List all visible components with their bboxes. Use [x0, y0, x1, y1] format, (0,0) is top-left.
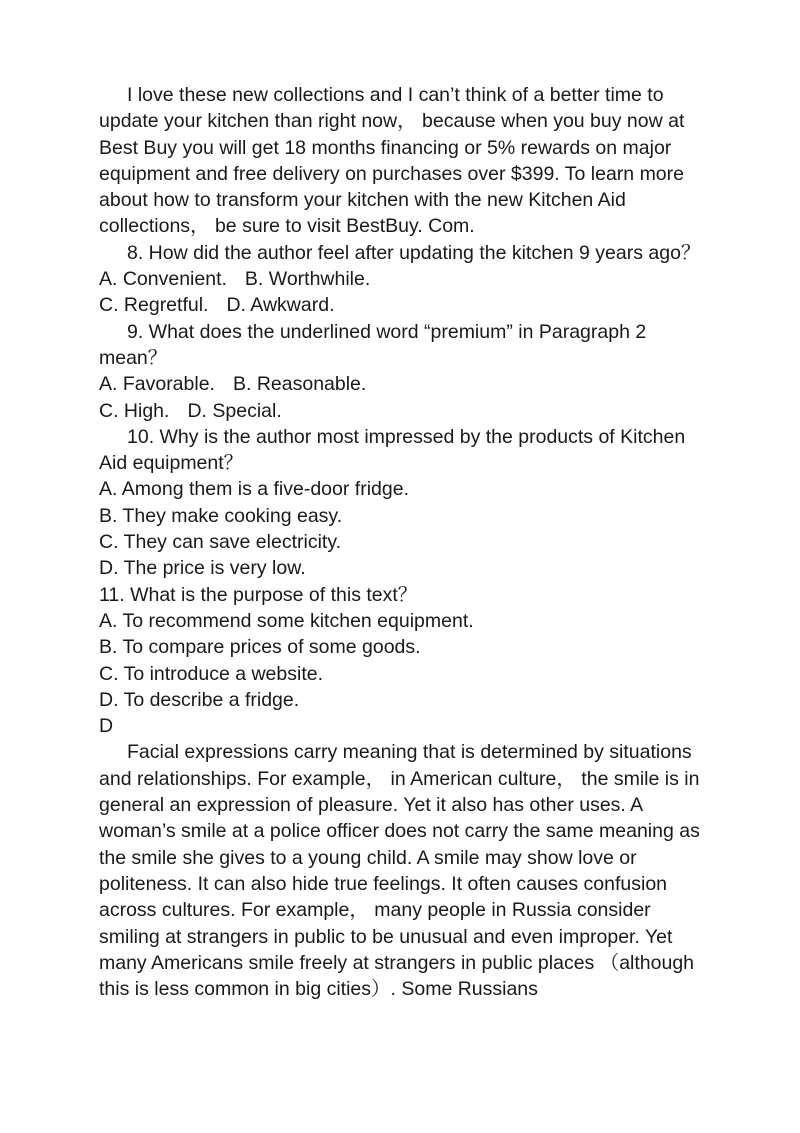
question-8-stem: 8. How did the author feel after updating the kitchen 9 years ago？ [127, 241, 701, 264]
question-11-option-a: A. To recommend some kitchen equipment. [99, 609, 474, 632]
question-9-option-b: B. Reasonable. [232, 373, 367, 396]
question-10-option-d: D. The price is very low. [99, 557, 306, 580]
question-10-stem: 10. Why is the author most impressed by the products of Kitchen Aid equipment？ [99, 425, 686, 475]
section-d-heading: D [99, 715, 114, 738]
question-9-stem: 9. What does the underlined word “premium” in Paragraph 2 mean？ [99, 320, 647, 369]
document-body [99, 82, 709, 1002]
question-10-option-b: B. They make cooking easy. [99, 504, 343, 527]
question-9-option-a: A. Favorable. [99, 373, 215, 396]
question-8-options-row-2 [99, 292, 709, 318]
question-11-option-b: B. To compare prices of some goods. [99, 636, 421, 659]
question-11-option-c: C. To introduce a website. [99, 662, 324, 685]
question-10-option-a: A. Among them is a five-door fridge. [99, 478, 409, 501]
question-9-option-d: D. Special. [187, 399, 282, 422]
question-9-option-c: C. High. [99, 399, 170, 422]
question-10-option-c: C. They can save electricity. [99, 531, 342, 554]
question-11-option-d: D. To describe a fridge. [99, 688, 300, 711]
question-8-option-b: B. Worthwhile. [244, 268, 371, 291]
question-11-stem: 11. What is the purpose of this text？ [99, 583, 418, 606]
passage-c-closing-paragraph: I love these new collections and I can’t think of a better time to update your kitchen than right now， because when you buy now at Best Buy you will get 18 months financing or 5% rewards on major equipment and free delivery on purchases over $399. To learn more about how to transform your kitchen with the new Kitchen Aid collections， be sure to visit BestBuy. Com. [99, 84, 685, 238]
question-8-option-a: A. Convenient. [99, 268, 227, 291]
question-9-options-row-2 [99, 398, 709, 424]
passage-d-opening-paragraph: Facial expressions carry meaning that is determined by situations and relationships. For example， in American culture， the smile is in general an expression of pleasure. Yet it also has other uses. A woman’s smile at a police officer does not carry the same meaning as the smile she gives to a young child. A smile may show love or politeness. It can also hide true feelings. It often causes confusion across cultures. For example， many people in Russia consider smiling at strangers in public to be unusual and even improper. Yet many Americans smile freely at strangers in public places （although this is less common in big cities）. Some Russians [99, 741, 700, 1001]
question-9-options-row-1 [99, 371, 709, 397]
question-8-option-c: C. Regretful. [99, 294, 209, 317]
question-8-option-d: D. Awkward. [226, 294, 335, 317]
question-8-options-row-1 [99, 266, 709, 292]
